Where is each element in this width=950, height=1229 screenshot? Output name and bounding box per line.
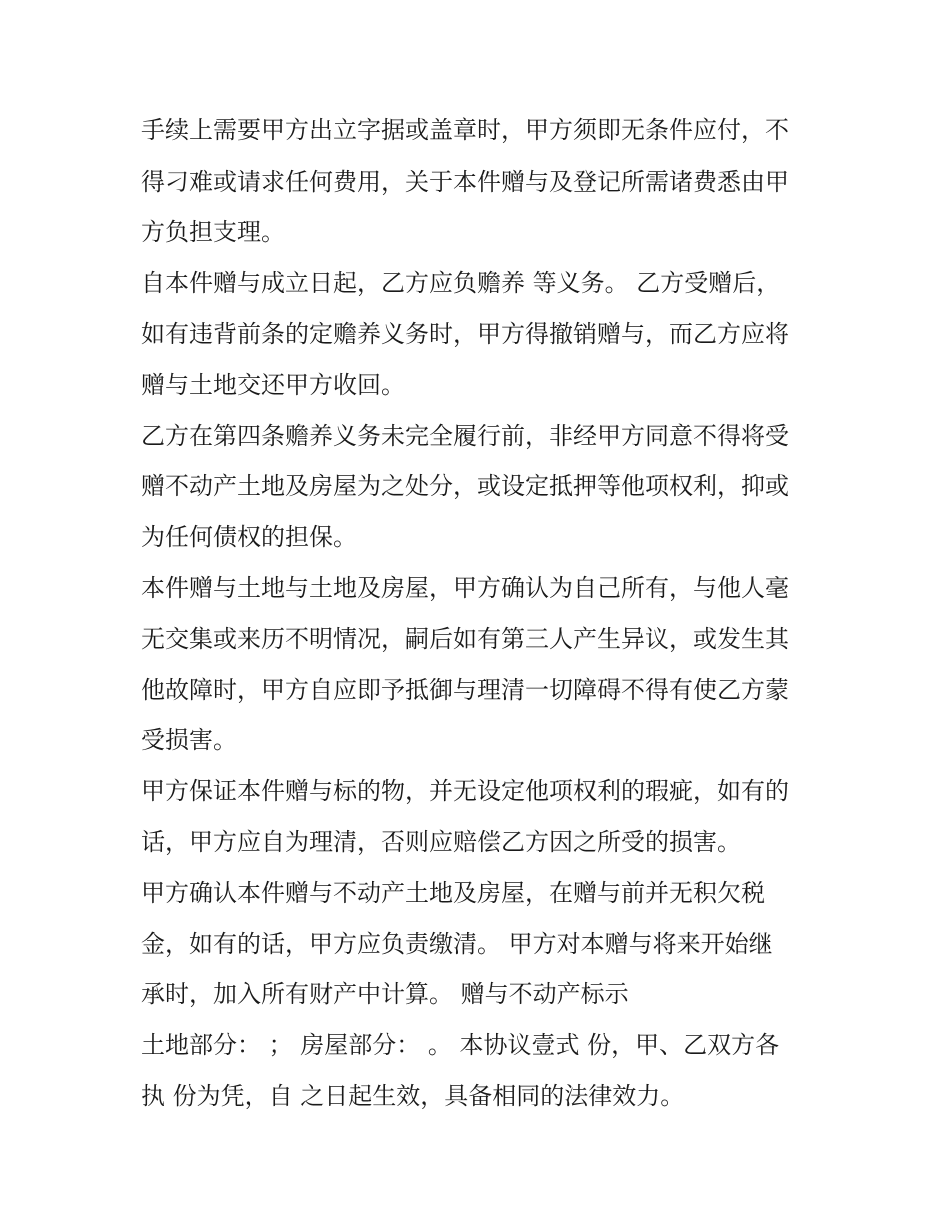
paragraph-2-line-2: 如有违背前条的定赡养义务时，甲方得撤销赠与，而乙方应将 [141,320,789,348]
paragraph-6-line-1: 甲方确认本件赠与不动产土地及房屋，在赠与前并无积欠税 [141,879,765,907]
paragraph-2-line-1: 自本件赠与成立日起，乙方应负赡养 等义务。 乙方受赠后， [141,269,781,297]
paragraph-4-line-1: 本件赠与土地与土地及房屋，甲方确认为自己所有，与他人毫 [141,574,789,602]
paragraph-1-line-3: 方负担支理。 [141,218,285,246]
paragraph-2-line-3: 赠与土地交还甲方收回。 [141,371,405,399]
paragraph-3-line-1: 乙方在第四条赡养义务未完全履行前，非经甲方同意不得将受 [141,422,789,450]
paragraph-7-line-1: 土地部分： ； 房屋部分： 。 本协议壹式 份，甲、乙双方各 [141,1031,780,1059]
paragraph-6-line-2: 金，如有的话，甲方应负责缴清。 甲方对本赠与将来开始继 [141,930,773,958]
paragraph-3-line-2: 赠不动产土地及房屋为之处分，或设定抵押等他项权利，抑或 [141,472,789,500]
paragraph-1-line-2: 得刁难或请求任何费用，关于本件赠与及登记所需诸费悉由甲 [141,168,789,196]
paragraph-6-line-3: 承时，加入所有财产中计算。 赠与不动产标示 [141,980,629,1008]
paragraph-5-line-1: 甲方保证本件赠与标的物，并无设定他项权利的瑕疵，如有的 [141,777,789,805]
paragraph-1-line-1: 手续上需要甲方出立字据或盖章时，甲方须即无条件应付，不 [141,116,789,144]
paragraph-7-line-2: 执 份为凭，自 之日起生效，具备相同的法律效力。 [141,1082,685,1110]
paragraph-5-line-2: 话，甲方应自为理清，否则应赔偿乙方因之所受的损害。 [141,828,741,856]
paragraph-4-line-3: 他故障时，甲方自应即予抵御与理清一切障碍不得有使乙方蒙 [141,676,789,704]
paragraph-4-line-4: 受损害。 [141,726,237,754]
paragraph-3-line-3: 为任何债权的担保。 [141,523,357,551]
paragraph-4-line-2: 无交集或来历不明情况，嗣后如有第三人产生异议，或发生其 [141,625,789,653]
